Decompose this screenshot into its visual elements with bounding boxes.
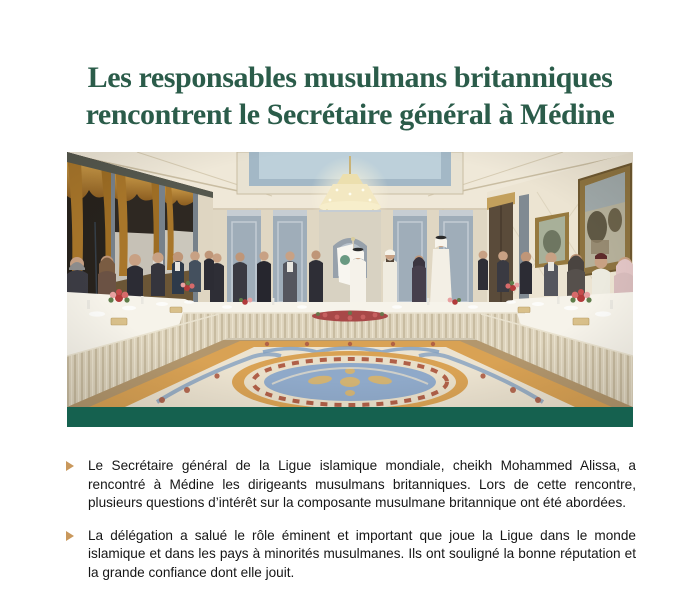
list-item xyxy=(66,457,636,513)
meeting-photo xyxy=(67,152,633,427)
bullet-arrow-icon xyxy=(66,461,74,471)
bullet-text: Le Secrétaire général de la Ligue islamique mondiale, cheikh Mohammed Alissa, a rencontré à Médine les dirigeants musulmans britanniques. Lors de cette rencontre, plusieurs questions d’intérêt sur la composante musulmane britannique ont été abordées. xyxy=(88,458,636,510)
vignette-overlay xyxy=(67,152,633,407)
page-title-line2: rencontrent le Secrétaire général à Médine xyxy=(85,98,615,131)
page-title xyxy=(20,59,680,133)
page-title-line1: Les responsables musulmans britanniques xyxy=(87,61,613,94)
summary-list xyxy=(66,457,636,596)
bullet-text: La délégation a salué le rôle éminent et important que joue la Ligue dans le monde islamique et dans les pays à minorités musulmanes. Ils ont souligné la bonne réputation et la grande confiance dont elle jouit. xyxy=(88,527,636,580)
photo-accent-bar xyxy=(67,407,633,427)
list-item xyxy=(66,527,636,583)
bullet-arrow-icon xyxy=(66,531,74,541)
conference-room-illustration xyxy=(67,152,633,407)
